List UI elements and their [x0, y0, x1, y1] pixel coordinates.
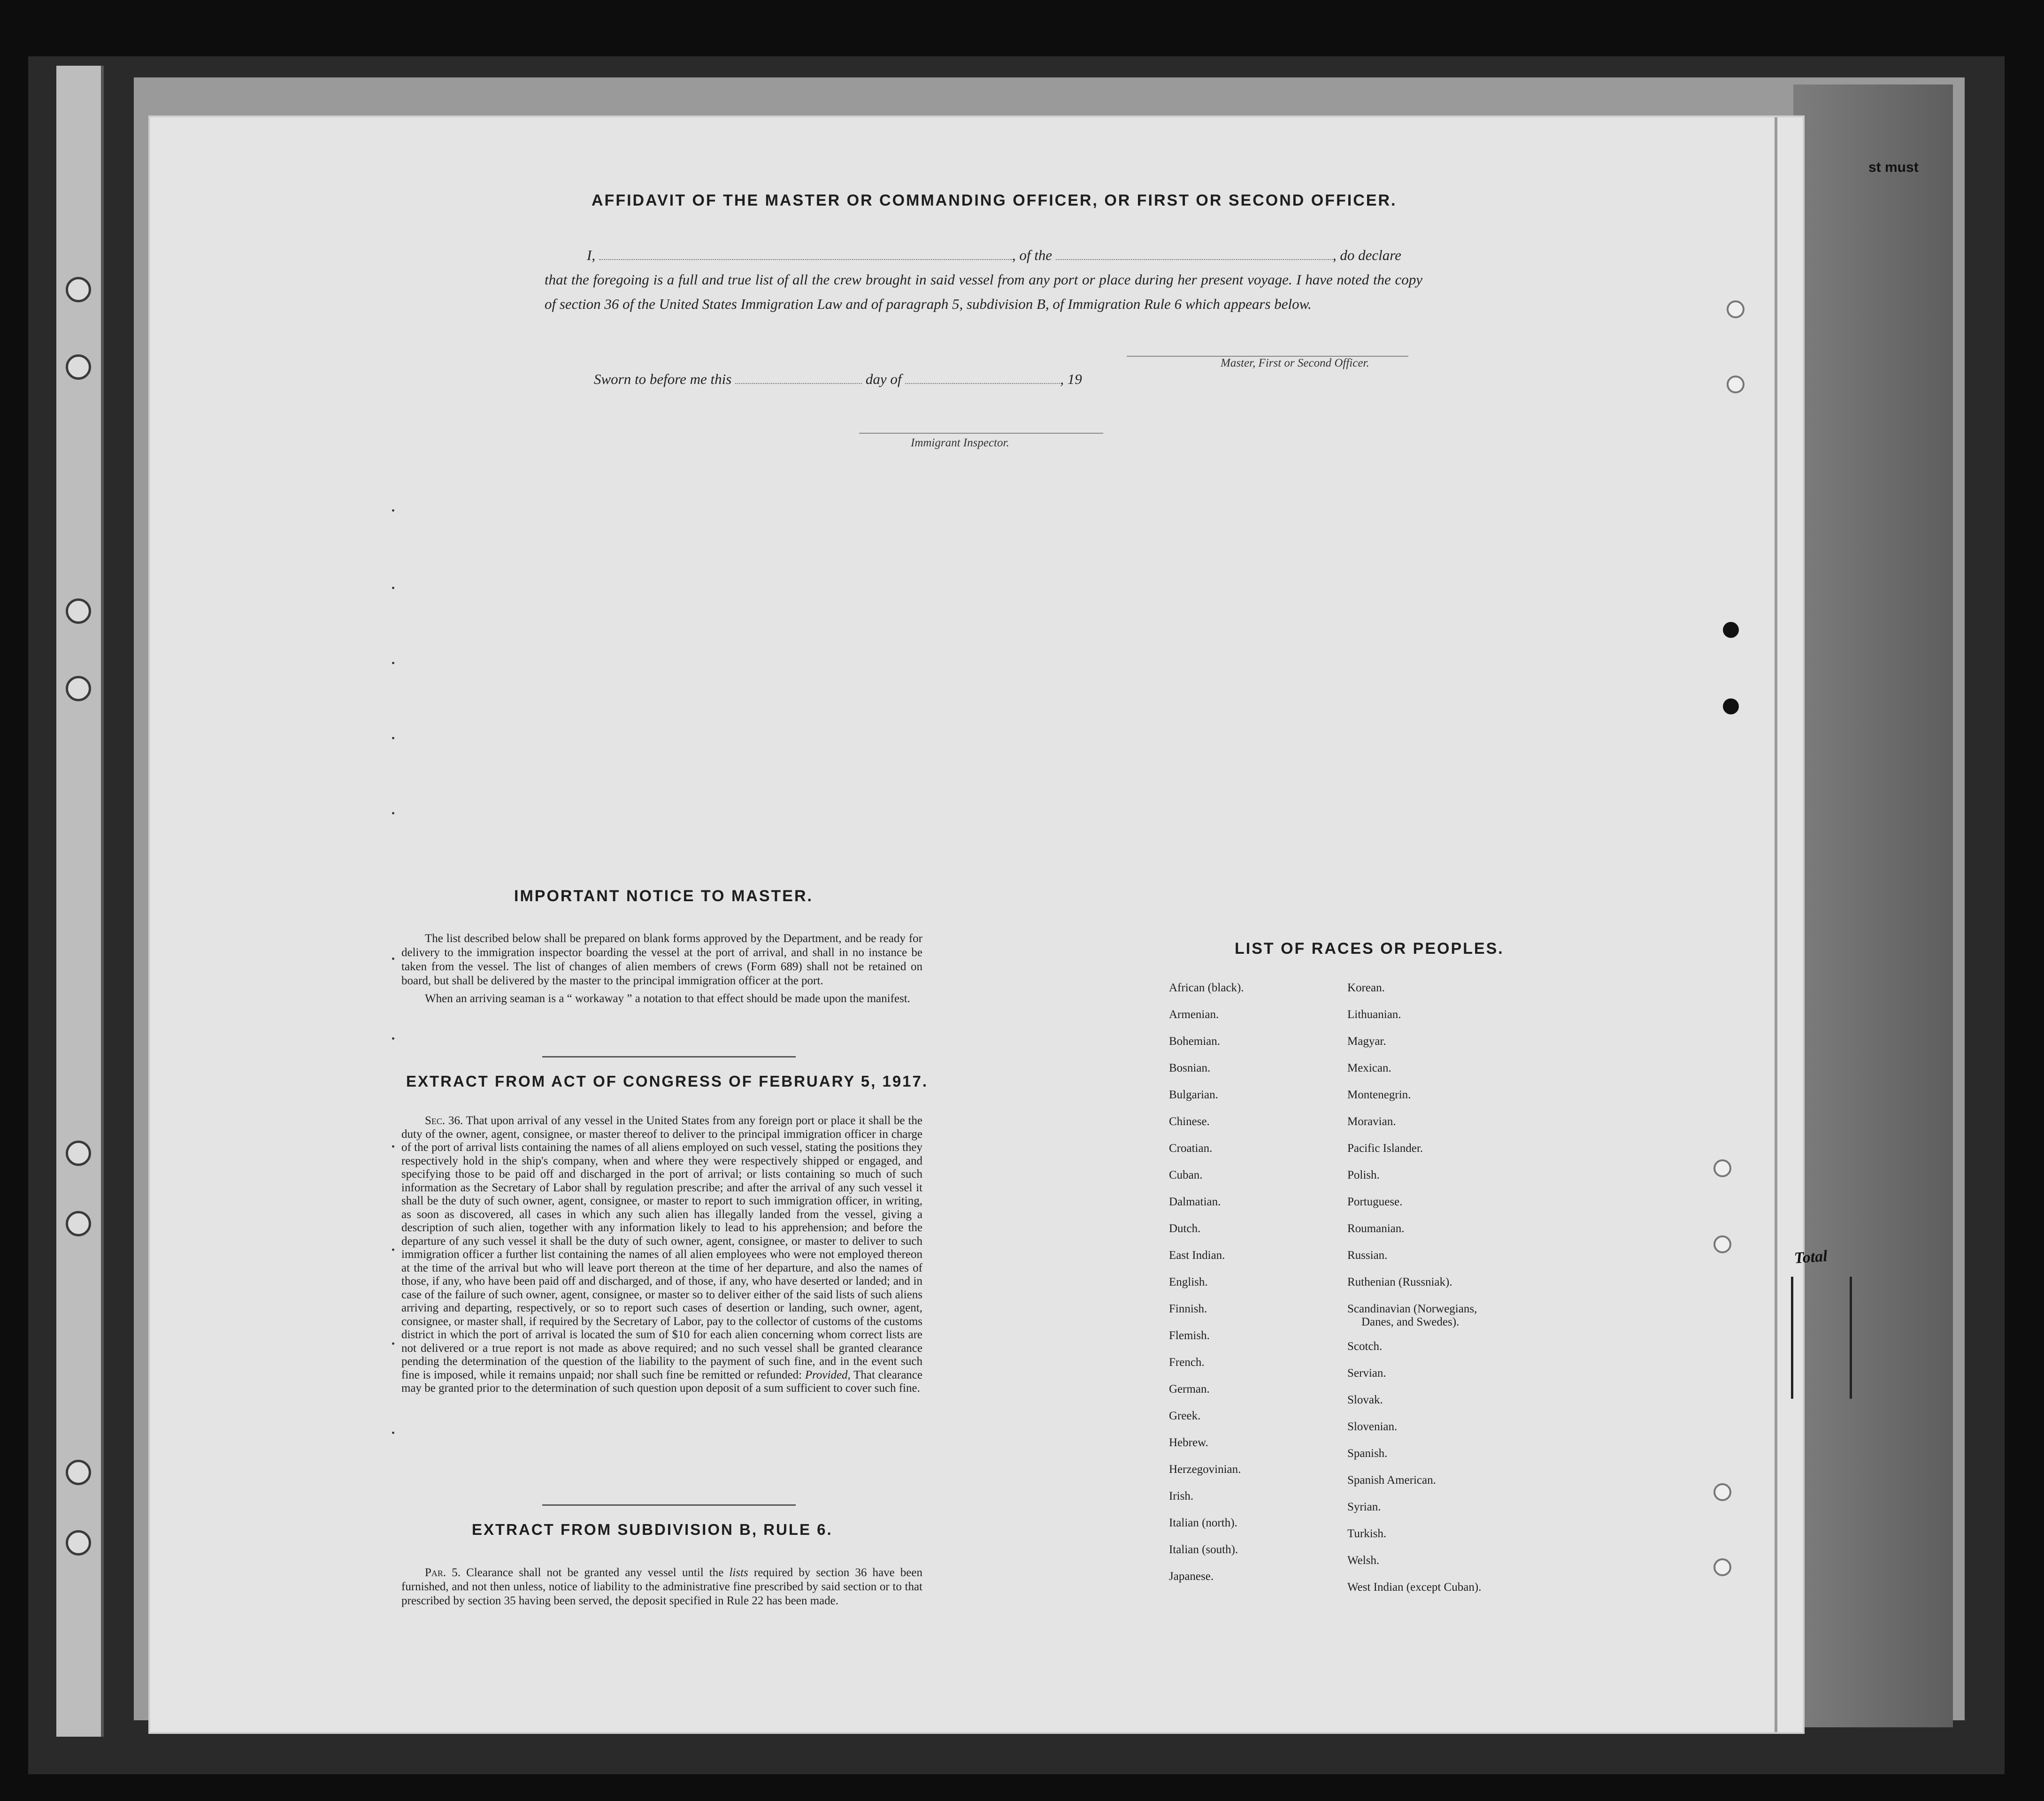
page-hole: [1714, 1558, 1731, 1576]
margin-dot: [392, 812, 394, 814]
subdivision-text-b: required by section 36 have been furnished, and not then unless, notice of liability to the administrative fine prescribed by said section or to that prescribed by section 35 having been served, the deposit specified in Rule 22 has been made.: [401, 1566, 922, 1607]
race-item: Welsh.: [1347, 1554, 1380, 1567]
page-fold: [1775, 117, 1777, 1732]
affidavit-body-text: that the foregoing is a full and true list of all the crew brought in said vessel from any port or place during her present voyage. I have noted the copy of section 36 of the United States Immigration Law and of paragraph 5, subdivision B, of Immigration Rule 6 which appears below.: [545, 271, 1422, 312]
race-item: Herzegovinian.: [1169, 1463, 1241, 1476]
race-item: Danes, and Swedes).: [1361, 1316, 1460, 1328]
race-item: Cuban.: [1169, 1169, 1203, 1181]
sworn-statement: [594, 371, 1082, 388]
subdivision-lists-word: lists: [729, 1566, 748, 1579]
act-paragraph: [401, 1114, 922, 1395]
margin-dot: [392, 958, 394, 960]
handwritten-tally: [1791, 1277, 1852, 1399]
handwritten-total: Total: [1793, 1247, 1828, 1267]
binder-hole: [66, 1460, 91, 1485]
race-item: Polish.: [1347, 1169, 1380, 1181]
races-right-column: [1347, 981, 1481, 1607]
race-item: Montenegrin.: [1347, 1088, 1411, 1101]
race-item: Servian.: [1347, 1367, 1386, 1379]
race-item: Dalmatian.: [1169, 1196, 1221, 1208]
act-section-label: Sec. 36.: [425, 1114, 463, 1127]
sworn-day-blank[interactable]: [735, 383, 862, 384]
binder-hole: [66, 1141, 91, 1166]
race-item: Mexican.: [1347, 1062, 1391, 1074]
race-item: Hebrew.: [1169, 1436, 1208, 1449]
vessel-blank[interactable]: [1056, 259, 1333, 260]
race-item: Bulgarian.: [1169, 1088, 1218, 1101]
act-text: That upon arrival of any vessel in the United States from any foreign port or place it shall be the duty of the owner, agent, consignee, or master thereof to deliver to the principal immigration officer in charge of the port of arrival lists containing the names of all aliens employed on such vessel, stating the positions they respectively hold in the ship's company, when and where they were respectively shipped or engaged, and specifying those to be paid off and discharged in the port of arrival; or lists containing so much of such information as the Secretary of Labor shall by regulation prescribe; and after the arrival of any such vessel it shall be the duty of such owner, agent, consignee, or master to report to such immigration officer, in writing, as soon as discovered, all cases in which any such alien has illegally landed from the vessel, giving a description of such alien, together with any information likely to lead to his apprehension; and before the departure of any such vessel it shall be the duty of such owner, agent, consignee, or master to deliver to such immigration officer a further list containing the names of all alien employees who were not employed thereon at the time of the arrival but who will leave port thereon at the time of her departure, and also the names of those, if any, who have been paid off and discharged, and of those, if any, who have deserted or landed; and in case of the failure of such owner, agent, consignee, or master so to deliver either of the said lists of such aliens arriving and departing, respectively, or so to report such cases of desertion or landing, such owner, agent, consignee, or master shall, if required by the Secretary of Labor, pay to the collector of customs of the customs district in which the port of arrival is located the sum of $10 for each alien concerning whom correct lists are not delivered or a true report is not made as above required; and no such vessel shall be granted clearance pending the determination of the question of the liability to the payment of such fine, and in the event such fine is imposed, while it remains unpaid; nor shall such fine be remitted or refunded:: [401, 1114, 922, 1381]
races-left-column: [1169, 981, 1244, 1596]
binder-hole: [66, 1211, 91, 1236]
binder-hole: [66, 1530, 91, 1556]
underlying-sheet-text: st must: [1868, 160, 1919, 175]
race-item: Bosnian.: [1169, 1062, 1211, 1074]
folded-sheet-edge: [1793, 84, 1953, 1727]
race-item: Italian (north).: [1169, 1517, 1237, 1529]
subdivision-title: EXTRACT FROM SUBDIVISION B, RULE 6.: [472, 1521, 833, 1538]
binder-hole: [66, 598, 91, 624]
sworn-month-blank[interactable]: [905, 383, 1060, 384]
notice-paragraph: When an arriving seaman is a “ workaway ” a notation to that effect should be made upon the manifest.: [425, 992, 910, 1005]
subdivision-par-label: Par. 5.: [425, 1566, 461, 1579]
margin-dot: [392, 509, 394, 512]
sworn-day-of: day of: [865, 371, 902, 387]
margin-dot: [392, 662, 394, 664]
race-item: Chinese.: [1169, 1115, 1210, 1128]
race-item: Finnish.: [1169, 1303, 1207, 1315]
page-hole: [1723, 698, 1739, 714]
affidavit-do-declare: , do declare: [1332, 247, 1401, 263]
race-item: Slovak.: [1347, 1394, 1383, 1406]
race-item: French.: [1169, 1356, 1205, 1369]
affidavit-text: [545, 243, 1422, 316]
race-item: Slovenian.: [1347, 1420, 1398, 1433]
act-provided: Provided,: [805, 1368, 851, 1381]
notice-body: [401, 932, 922, 1010]
affidavit-pronoun: I,: [587, 247, 596, 263]
race-item: Moravian.: [1347, 1115, 1396, 1128]
page-hole: [1714, 1159, 1731, 1177]
binder-hole: [66, 676, 91, 701]
section-divider: [542, 1504, 796, 1506]
sworn-prefix: Sworn to before me this: [594, 371, 732, 387]
subdivision-body: [401, 1566, 922, 1608]
margin-dot: [392, 1432, 394, 1434]
sworn-year: , 19: [1060, 371, 1082, 387]
affidavit-of-the: , of the: [1012, 247, 1053, 263]
race-item: Spanish American.: [1347, 1474, 1436, 1487]
race-item: English.: [1169, 1276, 1208, 1288]
page-hole: [1714, 1483, 1731, 1501]
race-item: Scotch.: [1347, 1340, 1383, 1353]
race-item: East Indian.: [1169, 1249, 1225, 1262]
race-item: Croatian.: [1169, 1142, 1213, 1155]
margin-dot: [392, 1145, 394, 1148]
race-item: Irish.: [1169, 1490, 1194, 1502]
race-item: Scandinavian (Norwegians,: [1347, 1303, 1477, 1315]
race-item: Russian.: [1347, 1249, 1388, 1262]
race-item: African (black).: [1169, 981, 1244, 994]
race-item: Turkish.: [1347, 1527, 1387, 1540]
affidavit-declaration-line: [545, 243, 1422, 268]
page-hole: [1727, 300, 1744, 318]
subdivision-text-a: Clearance shall not be granted any vessel until the: [466, 1566, 724, 1579]
margin-dot: [392, 1037, 394, 1040]
binder-hole: [66, 277, 91, 302]
race-item: Lithuanian.: [1347, 1008, 1401, 1021]
margin-dot: [392, 587, 394, 589]
officer-signature-label: Master, First or Second Officer.: [1221, 357, 1369, 369]
form-page: [150, 117, 1803, 1732]
page-hole: [1723, 622, 1739, 638]
act-text-end: That clearance may be granted prior to the determination of such question upon deposit of a sum sufficient to cover such fine.: [401, 1368, 922, 1395]
race-item: Roumanian.: [1347, 1222, 1405, 1235]
races-title: LIST OF RACES OR PEOPLES.: [1235, 940, 1504, 958]
race-item: German.: [1169, 1383, 1210, 1395]
margin-dot: [392, 1342, 394, 1345]
binder-strip: [56, 66, 104, 1737]
act-title: EXTRACT FROM ACT OF CONGRESS OF FEBRUARY 5, 1917.: [406, 1073, 929, 1090]
page-hole: [1727, 376, 1744, 393]
race-item: Dutch.: [1169, 1222, 1201, 1235]
race-item: Greek.: [1169, 1410, 1201, 1422]
notice-title: IMPORTANT NOTICE TO MASTER.: [514, 887, 813, 905]
race-item: Syrian.: [1347, 1501, 1381, 1513]
race-item: Magyar.: [1347, 1035, 1386, 1048]
binder-hole: [66, 354, 91, 380]
race-item: Portuguese.: [1347, 1196, 1403, 1208]
margin-dot: [392, 1249, 394, 1251]
race-item: Spanish.: [1347, 1447, 1388, 1460]
race-item: Italian (south).: [1169, 1543, 1238, 1556]
affidavit-title: AFFIDAVIT OF THE MASTER OR COMMANDING OFFICER, OR FIRST OR SECOND OFFICER.: [592, 192, 1397, 209]
race-item: Armenian.: [1169, 1008, 1219, 1021]
race-item: West Indian (except Cuban).: [1347, 1581, 1482, 1594]
race-item: Ruthenian (Russniak).: [1347, 1276, 1452, 1288]
name-blank[interactable]: [599, 259, 1012, 260]
section-divider: [542, 1056, 796, 1058]
inspector-signature-label: Immigrant Inspector.: [911, 437, 1009, 449]
margin-dot: [392, 737, 394, 739]
notice-paragraph: The list described below shall be prepared on blank forms approved by the Department, and be ready for delivery to the immigration inspector boarding the vessel at the port of arrival, and shall in no instance be taken from the vessel. The list of changes of alien members of crews (Form 689) shall not be retained on board, but shall be delivered by the master to the principal immigration officer at the port.: [401, 932, 922, 987]
act-body: [401, 1114, 922, 1395]
page-hole: [1714, 1235, 1731, 1253]
inspector-signature-line[interactable]: [859, 433, 1103, 434]
race-item: Korean.: [1347, 981, 1385, 994]
race-item: Bohemian.: [1169, 1035, 1221, 1048]
race-item: Japanese.: [1169, 1570, 1214, 1583]
subdivision-paragraph: [401, 1566, 922, 1608]
race-item: Pacific Islander.: [1347, 1142, 1423, 1155]
race-item: Flemish.: [1169, 1329, 1210, 1342]
